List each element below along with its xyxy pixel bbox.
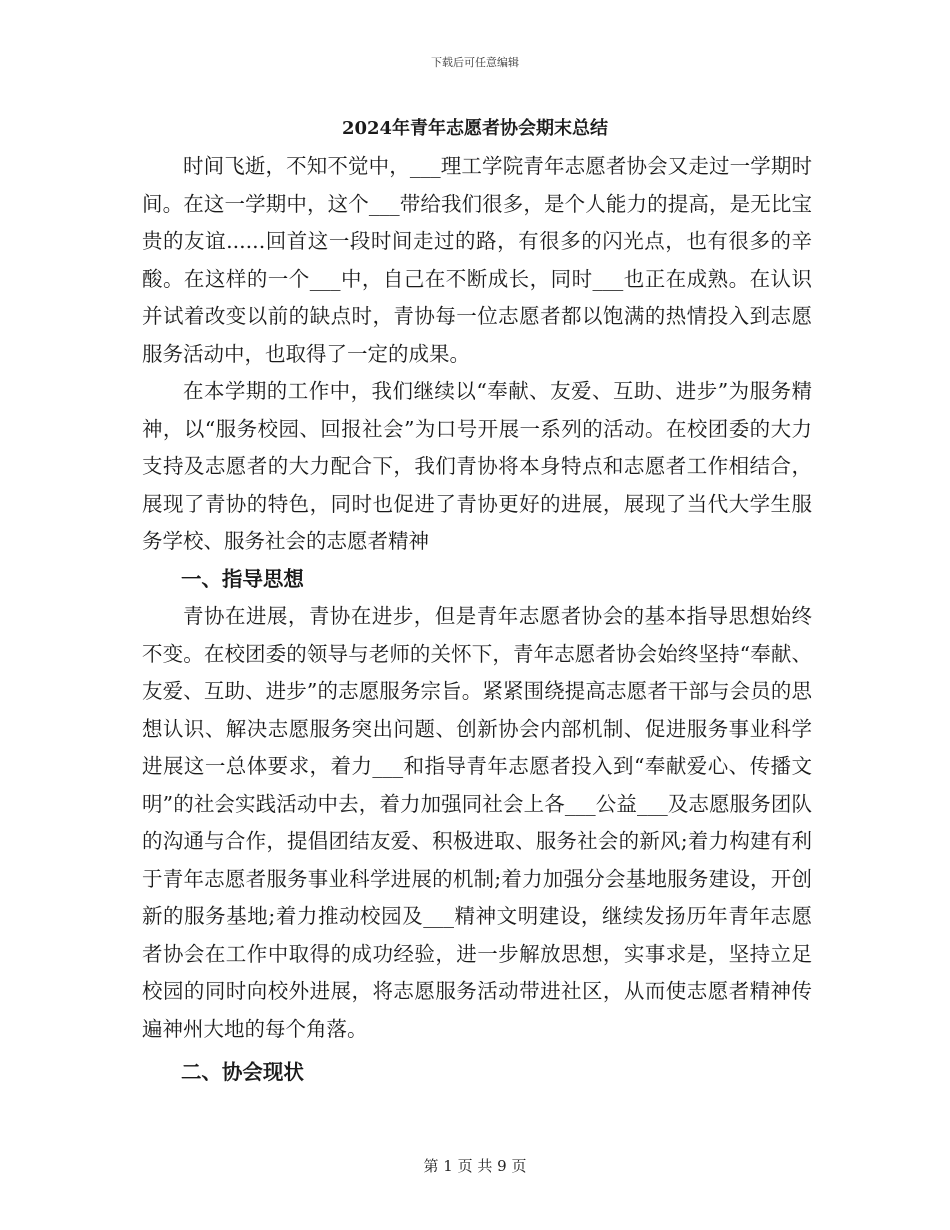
page-footer: 第 1 页 共 9 页 <box>423 1157 527 1175</box>
guiding-ideology-paragraph: 青协在进展，青协在进步，但是青年志愿者协会的基本指导思想始终不变。在校团委的领导与老师的关怀下，青年志愿者协会始终坚持“奉献、友爱、互助、进步”的志愿服务宗旨。紧紧围绕提高志愿者干部与会员的思想认识、解决志愿服务突出问题、创新协会内部机制、促进服务事业科学进展这一总体要求，着力___和指导青年志愿者投入到“奉献爱心、传播文明”的社会实践活动中去，着力加强同社会上各___公益___及志愿服务团队的沟通与合作，提倡团结友爱、积极进取、服务社会的新风;着力构建有利于青年志愿者服务事业科学进展的机制;着力加强分会基地服务建设，开创新的服务基地;着力推动校园及___精神文明建设，继续发扬历年青年志愿者协会在工作中取得的成功经验，进一步解放思想，实事求是，坚持立足校园的同时向校外进展，将志愿服务活动带进社区，从而使志愿者精神传遍神州大地的每个角落。 <box>142 604 812 1041</box>
document-body <box>142 148 812 1092</box>
work-paragraph: 在本学期的工作中，我们继续以“奉献、友爱、互助、进步”为服务精神，以“服务校园、回报社会”为口号开展一系列的活动。在校团委的大力支持及志愿者的大力配合下，我们青协将本身特点和志愿者工作相结合，展现了青协的特色，同时也促进了青协更好的进展，展现了当代大学生服务学校、服务社会的志愿者精神 <box>142 379 812 553</box>
download-note: 下载后可任意编辑 <box>431 56 519 69</box>
section-heading-association-status: 二、协会现状 <box>180 1060 304 1084</box>
section-heading-guiding-ideology: 一、指导思想 <box>180 566 304 591</box>
intro-paragraph: 时间飞逝，不知不觉中，___理工学院青年志愿者协会又走过一学期时间。在这一学期中，这个___带给我们很多，是个人能力的提高，是无比宝贵的友谊......回首这一段时间走过的路，有很多的闪光点，也有很多的辛酸。在这样的一个___中，自己在不断成长，同时___也正在成熟。在认识并试着改变以前的缺点时，青协每一位志愿者都以饱满的热情投入到志愿服务活动中，也取得了一定的成果。 <box>142 154 812 366</box>
document-title: 2024年青年志愿者协会期末总结 <box>341 118 609 139</box>
